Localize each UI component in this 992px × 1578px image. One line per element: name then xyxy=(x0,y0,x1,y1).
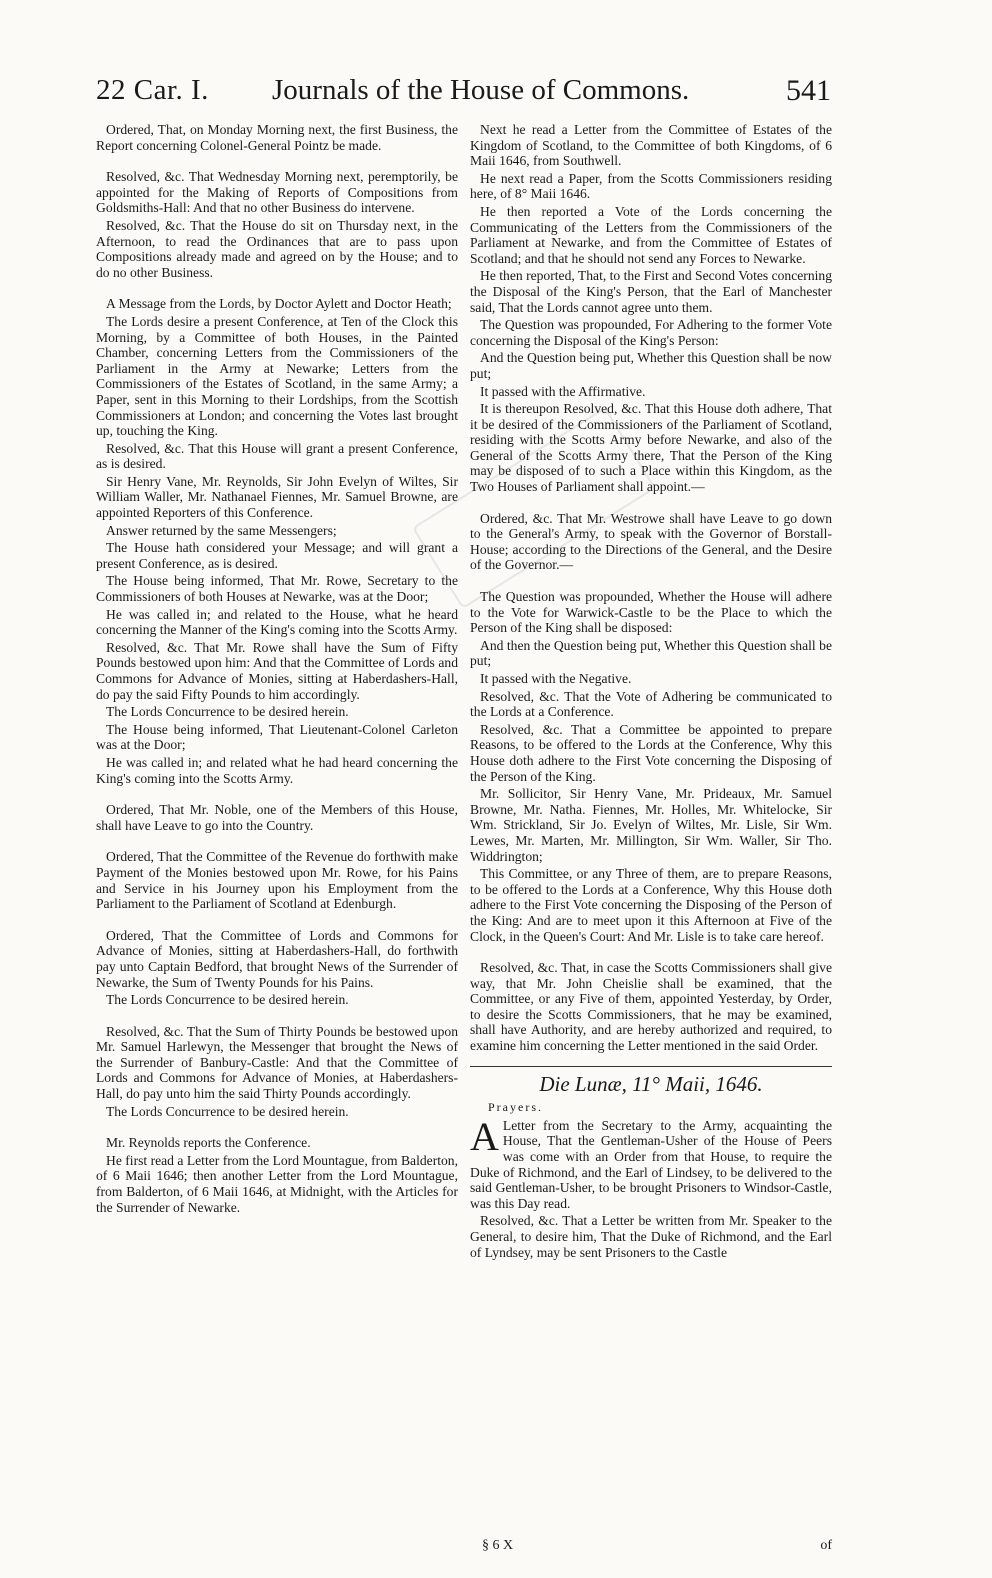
entry: Next he read a Letter from the Committee of Estates of the Kingdom of Scotland, to the Committee of both Kingdoms, of 6 Maii 1646, from Southwell. xyxy=(470,122,832,169)
entry: It passed with the Affirmative. xyxy=(480,383,646,399)
entry: He was called in; and related to the House, what he heard concerning the Manner of the King's coming into the Scotts Army. xyxy=(96,606,458,638)
entry: Resolved, &c. That this House will grant a present Conference, as is desired. xyxy=(96,440,458,472)
entry-text: Letter from the Secretary to the Army, acquainting the House, That the Gentleman-Usher of the House of Peers was come with an Order from that House, to require the Duke of Richmond, and the Earl of Lindsey, to be delivered to the said Gentleman-Usher, to be brought Prisoners to Windsor-Castle, was this Day read. xyxy=(470,1117,832,1211)
page-number: 541 xyxy=(786,74,831,107)
entry: The Lords Concurrence to be desired herein. xyxy=(106,1103,349,1119)
entry: Mr. Sollicitor, Sir Henry Vane, Mr. Prideaux, Mr. Samuel Browne, Mr. Natha. Fiennes, Mr. Holles, Mr. Whitelocke, Sir Wm. Strickland, Sir Jo. Evelyn of Wiltes, Mr. Lisle, Sir Wm. Lewes, Mr. Marten, Mr. Millington, Sir Wm. Waller, Sir Tho. Widdrington; xyxy=(470,786,832,864)
entry: Sir Henry Vane, Mr. Reynolds, Sir John Evelyn of Wiltes, Sir William Waller, Mr. Nathanael Fiennes, Mr. Samuel Browne, are appointed Reporters of this Conference. xyxy=(96,473,458,521)
entry: It is thereupon Resolved, &c. That this House doth adhere, That it be desired of the Commissioners of the Parliament of Scotland, residing with the Scotts Army before Newarke, and also of the General of the Scotts Army there, That the Person of the King may be disposed of to such a Place within this Kingdom, as the Two Houses of Parliament shall appoint.— xyxy=(470,401,832,495)
page-header xyxy=(96,70,856,120)
entry: The House being informed, That Lieutenant-Colonel Carleton was at the Door; xyxy=(96,721,458,753)
entry: Answer returned by the same Messengers; xyxy=(106,522,337,538)
entry: He then reported a Vote of the Lords concerning the Communicating of the Letters from the Commissioners of the Parliament at Newarke, and from the Committee of Estates of Scotland; and that he should not send any Forces to Newarke. xyxy=(470,203,832,266)
entry: Ordered, That Mr. Noble, one of the Members of this House, shall have Leave to go into the Country. xyxy=(96,802,458,833)
prayers-label: Prayers. xyxy=(488,1100,543,1115)
entry: The Question was propounded, For Adhering to the former Vote concerning the Disposal of the King's Person: xyxy=(470,317,832,348)
entry: Resolved, &c. That a Committee be appointed to prepare Reasons, to be offered to the Lords at the Conference, Why this House doth adhere to the First Vote concerning the Disposing of the Person of the King. xyxy=(470,721,832,784)
entry: Resolved, &c. That Mr. Rowe shall have the Sum of Fifty Pounds bestowed upon him: And that the Committee of Lords and Commons for Advance of Monies, sitting at Haberdashers-Hall, do pay the said Fifty Pounds to him accordingly. xyxy=(96,639,458,702)
entry: And then the Question being put, Whether this Question shall be put; xyxy=(470,637,832,669)
entry: A Message from the Lords, by Doctor Aylett and Doctor Heath; xyxy=(106,296,452,312)
regnal-year: 22 Car. I. xyxy=(96,74,209,106)
entry: Resolved, &c. That, in case the Scotts Commissioners shall give way, that Mr. John Cheislie shall be examined, that the Committee, or any Five of them, appointed Yesterday, by Order, to desire the Scotts Commissioners, that he may be examined, shall have Authority, and are hereby authorized and required, to examine him concerning the Letter mentioned in the said Order. xyxy=(470,960,832,1054)
entry: He first read a Letter from the Lord Mountague, from Balderton, of 6 Maii 1646; then another Letter from the Lord Mountague, from Balderton, of 6 Maii 1646, at Midnight, with the Articles for the Surrender of Newarke. xyxy=(96,1152,458,1215)
entry xyxy=(470,1113,832,1212)
entry: This Committee, or any Three of them, are to prepare Reasons, to be offered to the Lords at a Conference, Why this House doth adhere to the First Vote concerning the Disposing of the Person of the King: And are to meet upon it this Afternoon at Five of the Clock, in the Queen's Court: And Mr. Lisle is to take care hereof. xyxy=(470,866,832,944)
entry: Ordered, &c. That Mr. Westrowe shall have Leave to go down to the General's Army, to speak with the Governor of Borstall-House; according to the Directions of the General, and the Desire of the Governor.— xyxy=(470,510,832,573)
entry: Resolved, &c. That Wednesday Morning next, peremptorily, be appointed for the Making of Reports of Compositions from Goldsmiths-Hall: And that no other Business do intervene. xyxy=(96,169,458,216)
entry: The Lords Concurrence to be desired herein. xyxy=(106,704,349,720)
entry: He was called in; and related what he had heard concerning the King's coming into the Scotts Army. xyxy=(96,754,458,786)
entry: Resolved, &c. That the Vote of Adhering be communicated to the Lords at a Conference. xyxy=(470,688,832,720)
entry: The Lords desire a present Conference, at Ten of the Clock this Morning, by a Committee of both Houses, in the Painted Chamber, concerning Letters from the Commissioners of the Parliament in the Army at Newarke; Letters from the Commissioners of the Estates of Scotland, in the same Army; a Paper, sent in this Morning to their Lordships, from the Scottish Commissioners at London; and concerning the Votes last brought up, touching the King. xyxy=(96,313,458,439)
entry: The House hath considered your Message; and will grant a present Conference, as is desired. xyxy=(96,540,458,571)
entry: It passed with the Negative. xyxy=(480,671,632,686)
entry: The Question was propounded, Whether the House will adhere to the Vote for Warwick-Castle to be the Place to which the Person of the King shall be disposed: xyxy=(470,589,832,636)
journal-title: Journals of the House of Commons. xyxy=(272,74,690,106)
day-heading: Die Lunæ, 11° Maii, 1646. xyxy=(539,1071,763,1096)
entry: He then reported, That, to the First and Second Votes concerning the Disposal of the King's Person, that the Earl of Manchester said, That the Lords cannot agree unto them. xyxy=(470,268,832,315)
right-column xyxy=(470,122,832,1262)
signature-mark: § 6 X xyxy=(482,1538,514,1553)
drop-cap: A xyxy=(470,1113,499,1159)
catchword: of xyxy=(820,1538,832,1553)
section-divider xyxy=(470,1066,832,1067)
entry: Resolved, &c. That a Letter be written from Mr. Speaker to the General, to desire him, That the Duke of Richmond, and the Earl of Lyndsey, may be sent Prisoners to the Castle xyxy=(470,1213,832,1260)
entry: Ordered, That the Committee of the Revenue do forthwith make Payment of the Monies bestowed upon Mr. Rowe, for his Pains and Service in his Journey upon his Employment from the Parliament to the Parliament of Scotland at Edenburgh. xyxy=(96,849,458,912)
entry: The House being informed, That Mr. Rowe, Secretary to the Commissioners of both Houses at Newarke, was at the Door; xyxy=(96,573,458,605)
entry: Mr. Reynolds reports the Conference. xyxy=(106,1135,311,1151)
entry: Ordered, That the Committee of Lords and Commons for Advance of Monies, sitting at Haberdashers-Hall, do forthwith pay unto Captain Bedford, that brought News of the Surrender of Newarke, the Sum of Twenty Pounds for his Pains. xyxy=(96,927,458,990)
entry: He next read a Paper, from the Scotts Commissioners residing here, of 8° Maii 1646. xyxy=(470,170,832,202)
entry: Resolved, &c. That the House do sit on Thursday next, in the Afternoon, to read the Ordinances that are to pass upon Compositions already made and agreed on by the House; and to do no other Business. xyxy=(96,217,458,280)
entry: And the Question being put, Whether this Question shall be now put; xyxy=(470,350,832,381)
entry: The Lords Concurrence to be desired herein. xyxy=(106,992,349,1008)
entry: Resolved, &c. That the Sum of Thirty Pounds be bestowed upon Mr. Samuel Harlewyn, the Messenger that brought the News of the Surrender of Banbury-Castle: And that the Committee of Lords and Commons for Advance of Monies, at Haberdashers-Hall, do pay unto him the said Thirty Pounds accordingly. xyxy=(96,1023,458,1102)
left-column xyxy=(96,122,458,1217)
entry: Ordered, That, on Monday Morning next, the first Business, the Report concerning Colonel-General Pointz be made. xyxy=(96,122,458,153)
